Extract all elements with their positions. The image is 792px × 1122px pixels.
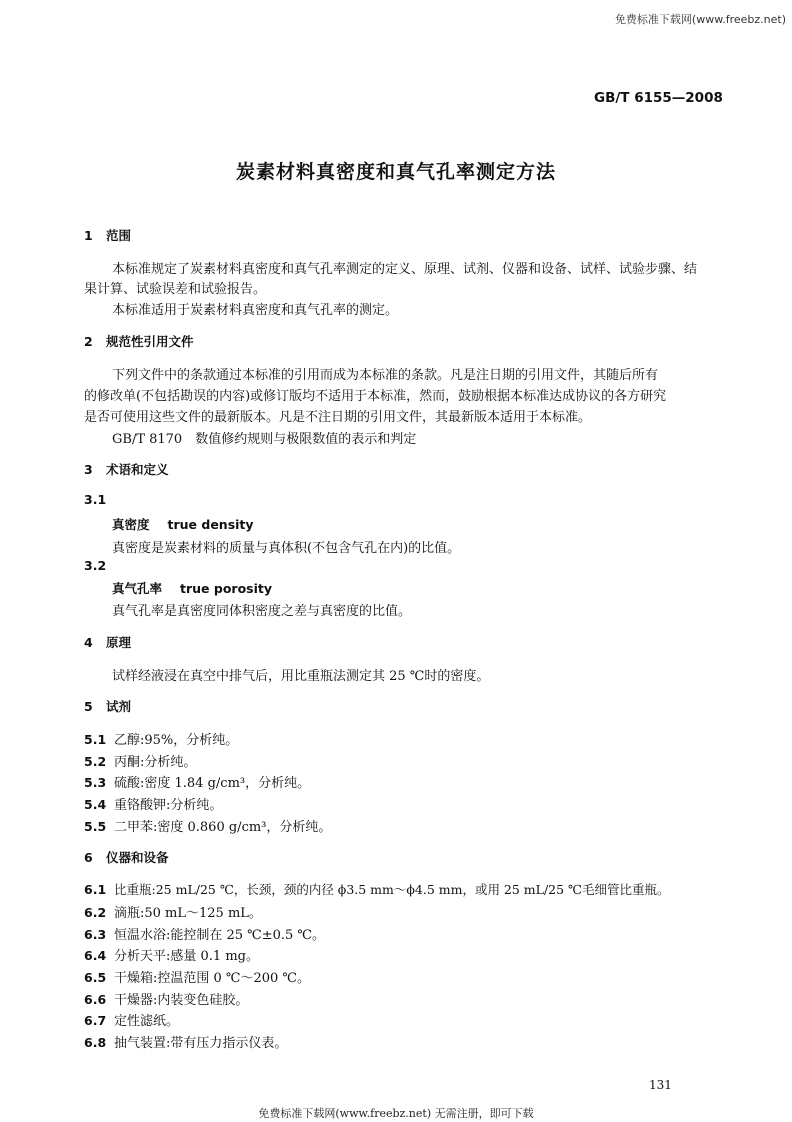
paragraph-line: 下列文件中的条款通过本标准的引用而成为本标准的条款。凡是注日期的引用文件，其随后所有 bbox=[112, 368, 659, 383]
term-definition: 真气孔率是真密度同体积密度之差与真密度的比值。 bbox=[112, 604, 412, 619]
section-3-heading bbox=[84, 460, 169, 478]
term-number: 3.2 bbox=[84, 558, 107, 573]
item-number: 5.4 bbox=[84, 797, 107, 812]
item-text: 恒温水浴:能控制在 25 ℃±0.5 ℃。 bbox=[114, 928, 325, 943]
term-chinese: 真气孔率 bbox=[112, 581, 163, 596]
list-item bbox=[84, 924, 325, 943]
list-item bbox=[84, 794, 222, 813]
item-text: 乙醇:95%，分析纯。 bbox=[114, 733, 239, 748]
paragraph-line: 试样经液浸在真空中排气后，用比重瓶法测定其 25 ℃时的密度。 bbox=[112, 669, 490, 684]
list-item bbox=[84, 729, 238, 748]
item-text: 丙酮:分析纯。 bbox=[114, 755, 197, 770]
section-5-heading bbox=[84, 697, 131, 715]
section-number: 1 bbox=[84, 228, 93, 243]
top-watermark: 免费标准下载网(www.freebz.net) bbox=[614, 13, 786, 26]
section-number: 6 bbox=[84, 850, 93, 865]
item-number: 5.3 bbox=[84, 775, 107, 790]
section-1-heading bbox=[84, 226, 131, 244]
section-title: 试剂 bbox=[106, 699, 132, 714]
section-number: 2 bbox=[84, 334, 93, 349]
item-text: 比重瓶:25 mL/25 ℃，长颈，颈的内径 ϕ3.5 mm～ϕ4.5 mm，或用 25 mL/25 ℃毛细管比重瓶。 bbox=[114, 882, 670, 897]
list-item bbox=[84, 816, 331, 835]
item-number: 5.5 bbox=[84, 819, 107, 834]
list-item bbox=[84, 1010, 179, 1029]
item-number: 6.5 bbox=[84, 970, 107, 985]
bottom-watermark: 免费标准下载网(www.freebz.net) 无需注册，即可下载 bbox=[258, 1107, 534, 1120]
section-number: 4 bbox=[84, 635, 93, 650]
section-2-heading bbox=[84, 332, 194, 350]
term-english: true porosity bbox=[180, 581, 273, 596]
term-english: true density bbox=[167, 517, 254, 532]
item-text: 重铬酸钾:分析纯。 bbox=[114, 798, 223, 813]
paragraph-line: 的修改单(不包括勘误的内容)或修订版均不适用于本标准，然而，鼓励根据本标准达成协议的各方研究 bbox=[84, 389, 667, 404]
item-text: 滴瓶:50 mL～125 mL。 bbox=[114, 906, 262, 921]
term-chinese: 真密度 bbox=[112, 517, 150, 532]
document-title: 炭素材料真密度和真气孔率测定方法 bbox=[235, 161, 556, 183]
section-title: 仪器和设备 bbox=[106, 850, 169, 865]
list-item bbox=[84, 989, 248, 1008]
item-text: 干燥器:内装变色硅胶。 bbox=[114, 993, 249, 1008]
item-text: 干燥箱:控温范围 0 ℃～200 ℃。 bbox=[114, 971, 310, 986]
item-text: 分析天平:感量 0.1 mg。 bbox=[114, 949, 259, 964]
section-title: 范围 bbox=[106, 228, 132, 243]
list-item bbox=[84, 772, 310, 791]
term-number: 3.1 bbox=[84, 492, 107, 507]
term-heading bbox=[112, 515, 254, 533]
section-title: 原理 bbox=[106, 635, 132, 650]
term-heading bbox=[112, 579, 272, 597]
item-number: 5.1 bbox=[84, 732, 107, 747]
paragraph-line: 是否可使用这些文件的最新版本。凡是不注日期的引用文件，其最新版本适用于本标准。 bbox=[84, 410, 592, 425]
section-title: 规范性引用文件 bbox=[106, 334, 194, 349]
list-item bbox=[84, 880, 670, 898]
page-number: 131 bbox=[649, 1078, 672, 1092]
paragraph-line: 果计算、试验误差和试验报告。 bbox=[84, 282, 267, 297]
item-number: 6.3 bbox=[84, 927, 107, 942]
item-number: 6.6 bbox=[84, 992, 107, 1007]
section-number: 3 bbox=[84, 462, 93, 477]
item-number: 6.2 bbox=[84, 905, 107, 920]
paragraph-line: 本标准规定了炭素材料真密度和真气孔率测定的定义、原理、试剂、仪器和设备、试样、试验步骤、结 bbox=[112, 262, 698, 277]
item-text: 定性滤纸。 bbox=[114, 1014, 180, 1029]
item-text: 硫酸:密度 1.84 g/cm³，分析纯。 bbox=[114, 776, 311, 791]
list-item bbox=[84, 751, 196, 770]
item-number: 5.2 bbox=[84, 754, 107, 769]
list-item bbox=[84, 967, 310, 986]
section-title: 术语和定义 bbox=[106, 462, 169, 477]
section-6-heading bbox=[84, 848, 169, 866]
item-number: 6.8 bbox=[84, 1035, 107, 1050]
list-item bbox=[84, 902, 262, 921]
term-definition: 真密度是炭素材料的质量与真体积(不包含气孔在内)的比值。 bbox=[112, 541, 461, 556]
normative-reference: GB/T 8170 数值修约规则与极限数值的表示和判定 bbox=[112, 432, 417, 447]
section-number: 5 bbox=[84, 699, 93, 714]
item-number: 6.1 bbox=[84, 882, 107, 897]
list-item bbox=[84, 1032, 287, 1051]
section-4-heading bbox=[84, 633, 131, 651]
item-number: 6.4 bbox=[84, 948, 107, 963]
item-text: 二甲苯:密度 0.860 g/cm³，分析纯。 bbox=[114, 820, 332, 835]
item-number: 6.7 bbox=[84, 1013, 107, 1028]
paragraph-line: 本标准适用于炭素材料真密度和真气孔率的测定。 bbox=[112, 303, 399, 318]
item-text: 抽气装置:带有压力指示仪表。 bbox=[114, 1036, 288, 1051]
standard-number: GB/T 6155—2008 bbox=[594, 90, 723, 106]
list-item bbox=[84, 945, 259, 964]
